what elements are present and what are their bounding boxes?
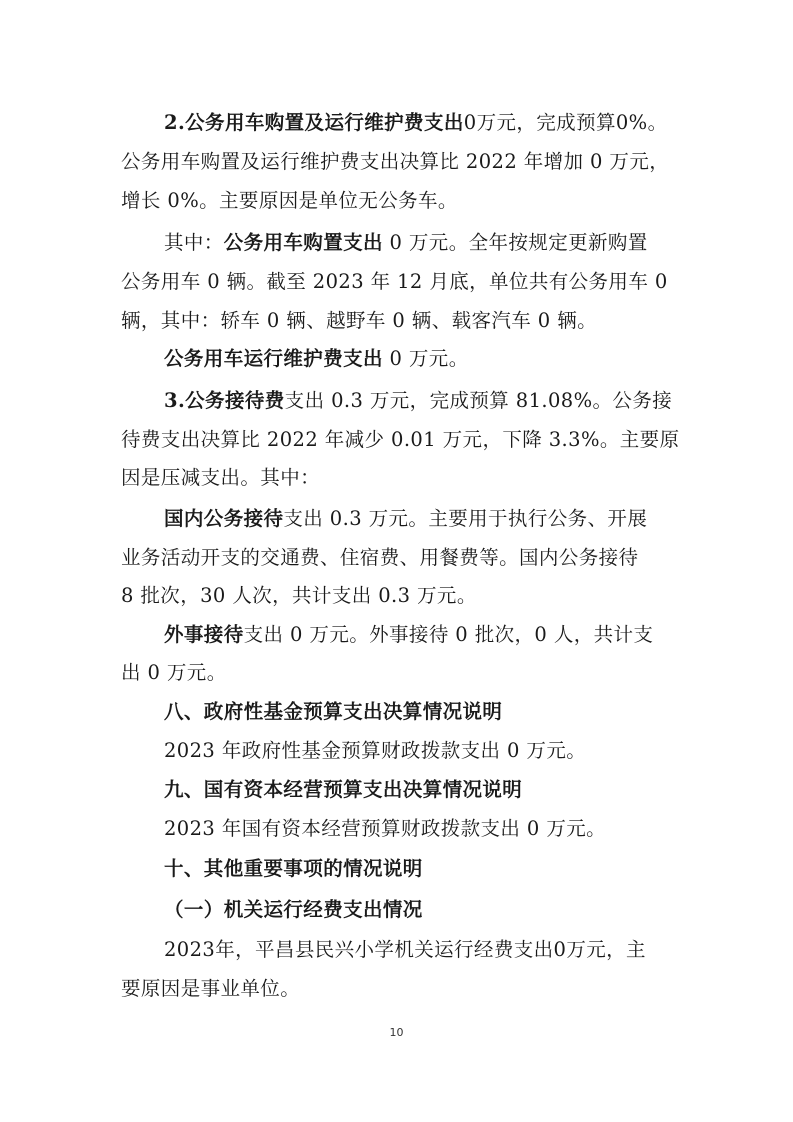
bold-heading: 公务用车运行维护费支出: [164, 347, 383, 370]
paragraph-line: 2023 年国有资本经营预算财政拨款支出 0 万元。: [164, 817, 607, 840]
paragraph-line: 公务用车购置及运行维护费支出决算比 2022 年增加 0 万元，: [121, 150, 670, 173]
bold-heading: 3.公务接待费: [164, 389, 285, 412]
section-heading: 九、国有资本经营预算支出决算情况说明: [164, 778, 523, 801]
paragraph-line: [164, 346, 469, 372]
bold-heading: 国内公务接待: [164, 507, 284, 530]
paragraph-line: 2023 年政府性基金预算财政拨款支出 0 万元。: [164, 739, 587, 762]
section-heading: 八、政府性基金预算支出决算情况说明: [164, 700, 503, 723]
paragraph-line: 公务用车 0 辆。截至 2023 年 12 月底，单位共有公务用车 0: [121, 270, 668, 293]
paragraph-line: 增长 0%。主要原因是单位无公务车。: [121, 189, 458, 212]
paragraph-line: [164, 110, 668, 136]
paragraph-line: [164, 506, 647, 532]
paragraph-line: [164, 388, 672, 414]
page-number: 10: [389, 1026, 404, 1039]
paragraph-line: 业务活动开支的交通费、住宿费、用餐费等。国内公务接待: [121, 546, 639, 569]
paragraph-line: 出 0 万元。: [121, 661, 227, 684]
paragraph-text: 支出 0.3 万元。主要用于执行公务、开展: [283, 507, 648, 530]
paragraph-text: 0 万元。: [382, 347, 469, 370]
paragraph-line: [164, 622, 653, 648]
section-heading: 十、其他重要事项的情况说明: [164, 857, 423, 880]
paragraph-line: 8 批次，30 人次，共计支出 0.3 万元。: [121, 584, 477, 607]
bold-heading: 外事接待: [164, 623, 244, 646]
paragraph-line: 2023年，平昌县民兴小学机关运行经费支出0万元，主: [164, 938, 646, 961]
paragraph-text: 支出 0.3 万元，完成预算 81.08%。公务接: [284, 389, 673, 412]
paragraph-line: 辆，其中：轿车 0 辆、越野车 0 辆、载客汽车 0 辆。: [121, 309, 598, 332]
paragraph-text: 0万元，完成预算0%。: [463, 111, 668, 134]
paragraph-line: 要原因是事业单位。: [121, 977, 301, 1000]
subsection-heading: （一）机关运行经费支出情况: [164, 898, 423, 921]
bold-heading: 2.公务用车购置及运行维护费支出: [164, 111, 464, 134]
paragraph-line: [164, 230, 648, 256]
bold-heading: 公务用车购置支出: [223, 231, 383, 254]
paragraph-line: 因是压减支出。其中：: [121, 466, 321, 489]
paragraph-text: 0 万元。全年按规定更新购置: [382, 231, 648, 254]
paragraph-text: 其中：: [164, 231, 224, 254]
paragraph-text: 支出 0 万元。外事接待 0 批次，0 人，共计支: [243, 623, 654, 646]
paragraph-line: 待费支出决算比 2022 年减少 0.01 万元，下降 3.3%。主要原: [121, 428, 680, 451]
